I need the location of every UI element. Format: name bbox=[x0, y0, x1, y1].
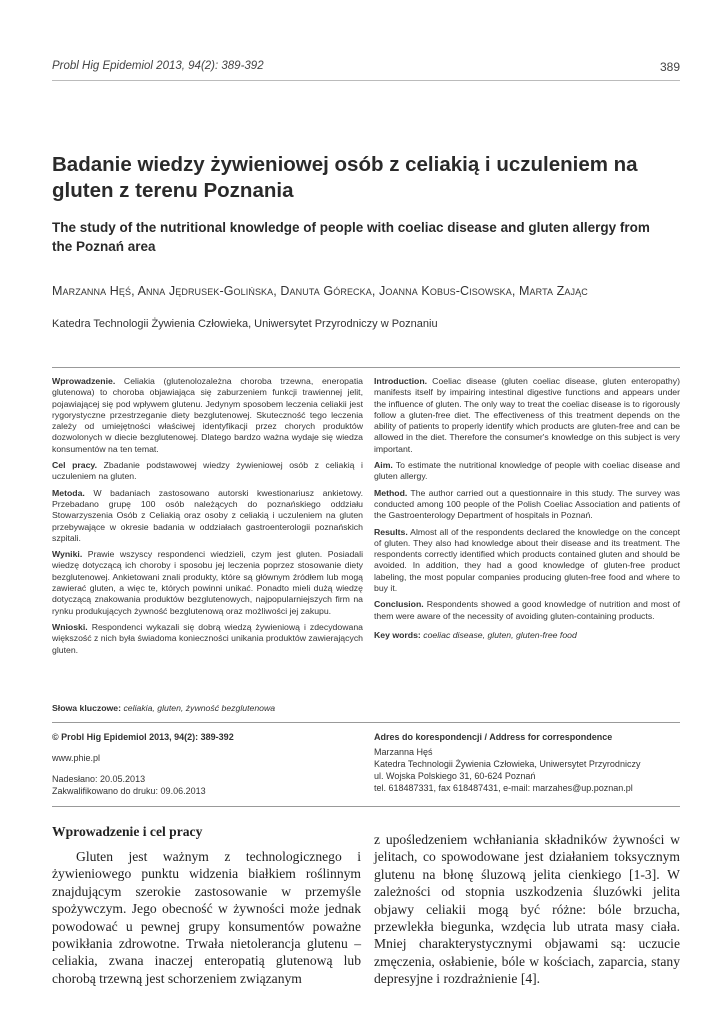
abstract-pl-text: Respondenci wykazali się dobrą wiedzą żywieniową i zdecydowana większość z nich była świadoma konieczności unikania produktów zawierających gluten. bbox=[52, 621, 363, 655]
copyright: © Probl Hig Epidemiol 2013, 94(2): 389-392 bbox=[52, 732, 234, 742]
keywords-en-text: coeliac disease, gluten, gluten-free food bbox=[420, 629, 577, 640]
affiliation: Katedra Technologii Żywienia Człowieka, Uniwersytet Przyrodniczy w Poznaniu bbox=[52, 318, 438, 330]
header-rule bbox=[52, 80, 680, 81]
abstract-pl-text: W badaniach zastosowano autorski kwestionariusz ankietowy. Przebadano grupę 100 osób należących do poznańskiego oddziału Stowarzyszenia Osób z Celiakią oraz osoby z celiakią i uczuleniem na gluten przebywające w okresie badania w oddziałach gastroenterologii poznańskich szpitali. bbox=[52, 487, 363, 543]
title-english: The study of the nutritional knowledge of people with coeliac disease and gluten allergy from the Poznań area bbox=[52, 220, 650, 254]
authors: Marzanna Hęś, Anna Jędrusek-Golińska, Danuta Górecka, Joanna Kobus-Cisowska, Marta Zając bbox=[52, 284, 588, 298]
correspondence-street: ul. Wojska Polskiego 31, 60-624 Poznań bbox=[374, 771, 536, 781]
correspondence-name: Marzanna Hęś bbox=[374, 747, 433, 757]
info-bottom-rule bbox=[52, 806, 680, 807]
correspondence-contact: tel. 618487331, fax 618487431, e-mail: marzahes@up.poznan.pl bbox=[374, 783, 633, 793]
abstract-en-paragraph bbox=[374, 599, 680, 622]
body-column-right: z upośledzeniem wchłaniania składników żywności w jelitach, co spowodowane jest działaniem toksycznym glutenu na błonę śluzową jelita cienkiego [1-3]. W zależności od stopnia uszkodzenia śluzówki jelita objawy celiakii mogą być różne: bóle brzucha, przewlekła biegunka, wzdęcia lub utrata masy ciała. Mniej charakterystycznymi objawami są: uczucie zmęczenia, osłabienie, bóle w kościach, zaparcia, stany depresyjne i rozdrażnienie [4]. bbox=[374, 832, 680, 987]
abstract-pl-label: Wyniki. bbox=[52, 549, 83, 560]
abstract-en-label: Results. bbox=[374, 526, 408, 537]
keywords-english bbox=[374, 630, 680, 641]
abstract-pl-paragraph bbox=[52, 549, 363, 617]
abstract-pl-paragraph bbox=[52, 488, 363, 544]
abstract-polish bbox=[52, 376, 363, 661]
publication-info bbox=[52, 731, 352, 797]
abstract-pl-label: Wnioski. bbox=[52, 621, 88, 632]
abstract-bottom-rule bbox=[52, 722, 680, 723]
correspondence bbox=[374, 731, 680, 794]
keywords-polish bbox=[52, 703, 363, 713]
abstract-en-text: Coeliac disease (gluten coeliac disease, gluten enteropathy) manifests itself by impairing intestinal digestive functions and appears under the influence of gluten. The only way to treat the coeliac disease is to rigorously follow a gluten-free diet. The effectiveness of this treatment depends on the ability of patients to properly identify which products are gluten-free and can be allowed in the diet. Therefore the consumer's knowledge on this subject is very important. bbox=[374, 376, 680, 454]
correspondence-dept: Katedra Technologii Żywienia Człowieka, Uniwersytet Przyrodniczy bbox=[374, 759, 641, 769]
keywords-en-label: Key words: bbox=[374, 629, 421, 640]
abstract-pl-label: Wprowadzenie. bbox=[52, 376, 116, 386]
abstract-pl-paragraph bbox=[52, 376, 363, 455]
abstract-en-paragraph bbox=[374, 488, 680, 522]
abstract-en-text: Almost all of the respondents declared the knowledge on the concept of gluten. They also had knowledge about their disease and its treatment. The respondents correctly identified which products contained gluten and should be avoided. In addition, they had a good knowledge of gluten-free product labeling, the most popular companies producing gluten-free food and where to buy it. bbox=[374, 526, 680, 594]
abstract-en-label: Introduction. bbox=[374, 376, 428, 386]
abstract-en-label: Conclusion. bbox=[374, 599, 424, 610]
abstract-en-label: Method. bbox=[374, 487, 408, 498]
abstract-pl-text: Prawie wszyscy respondenci wiedzieli, czym jest gluten. Posiadali wiedzę dotyczącą ich choroby i sposobu jej leczenia poprzez stosowanie diety bezglutenowej. Ankietowani znali produkty, które są głównym źródłem lub mogą zawierać gluten, a więc te, których powinni unikać. Ponadto mieli dużą wiedzę dotyczącą znakowania produktów bezglutenowych, najpopularniejszych firm na rynku produkujących żywność bezglutenową oraz możliwości jej zakupu. bbox=[52, 549, 363, 616]
abstract-top-rule bbox=[52, 367, 680, 368]
abstract-en-paragraph bbox=[374, 460, 680, 483]
abstract-en-text: To estimate the nutritional knowledge of people with coeliac disease and gluten allergy. bbox=[374, 460, 680, 482]
page-number: 389 bbox=[659, 60, 680, 74]
accepted-date: Zakwalifikowano do druku: 09.06.2013 bbox=[52, 786, 206, 796]
body-column-left: Gluten jest ważnym z technologicznego i żywieniowego punktu widzenia białkiem roślinnym znajdującym szerokie zastosowanie w przemyśle spożywczym. Jego obecność w żywności może jednak powodować u pewnej grupy konsumentów poważne powikłania zdrowotne. Trwała nietolerancja glutenu – celiakia, zwana inaczej enteropatią glutenową lub chorobą trzewną jest schorzeniem związanym bbox=[52, 849, 361, 986]
received-date: Nadesłano: 20.05.2013 bbox=[52, 774, 146, 784]
abstract-pl-text: Celiakia (glutenolozależna choroba trzewna, eneropatia glutenowa) to choroba objawiająca się zaburzeniem funkcji trawiennej jelit, pojawiającej się pod wpływem glutenu. Jedynym sposobem leczenia celiakii jest rygorystyczne przestrzeganie diety bezglutenowej. Skuteczność tego leczenia zależy od umiejętności właściwej identyfikacji przez chorych produktów dozwolonych w diecie bezglutenowej. Dlatego bardzo ważna wydaje się wiedza konsumentów na ten temat. bbox=[52, 376, 363, 454]
keywords-pl-label: Słowa kluczowe: bbox=[52, 703, 122, 713]
abstract-en-label: Aim. bbox=[374, 460, 393, 471]
journal-website: www.phie.pl bbox=[52, 753, 101, 763]
abstract-pl-label: Cel pracy. bbox=[52, 460, 98, 471]
abstract-pl-label: Metoda. bbox=[52, 487, 85, 498]
abstract-pl-paragraph bbox=[52, 460, 363, 483]
abstract-en-paragraph bbox=[374, 527, 680, 595]
abstract-en-paragraph bbox=[374, 376, 680, 455]
title-polish: Badanie wiedzy żywieniowej osób z celiakią i uczuleniem na gluten z terenu Poznania bbox=[52, 153, 638, 202]
abstract-pl-paragraph bbox=[52, 622, 363, 656]
abstract-en-text: Respondents showed a good knowledge of nutrition and most of them were aware of the necessity of avoiding gluten-containing products. bbox=[374, 599, 680, 621]
keywords-pl-text: celiakia, gluten, żywność bezglutenowa bbox=[121, 703, 276, 713]
abstract-pl-text: Zbadanie podstawowej wiedzy żywieniowej osób z celiakią i uczuleniem na gluten. bbox=[52, 460, 363, 482]
abstract-english bbox=[374, 376, 680, 646]
abstract-en-text: The author carried out a questionnaire in this study. The survey was conducted among 100 people of the Polish Coeliac Association and patients of the Gastroenterology Department of hospitals in Poznań. bbox=[374, 487, 680, 521]
running-header: Probl Hig Epidemiol 2013, 94(2): 389-392 bbox=[52, 60, 264, 72]
section-heading: Wprowadzenie i cel pracy bbox=[52, 824, 203, 839]
correspondence-heading: Adres do korespondencji / Address for correspondence bbox=[374, 732, 613, 742]
